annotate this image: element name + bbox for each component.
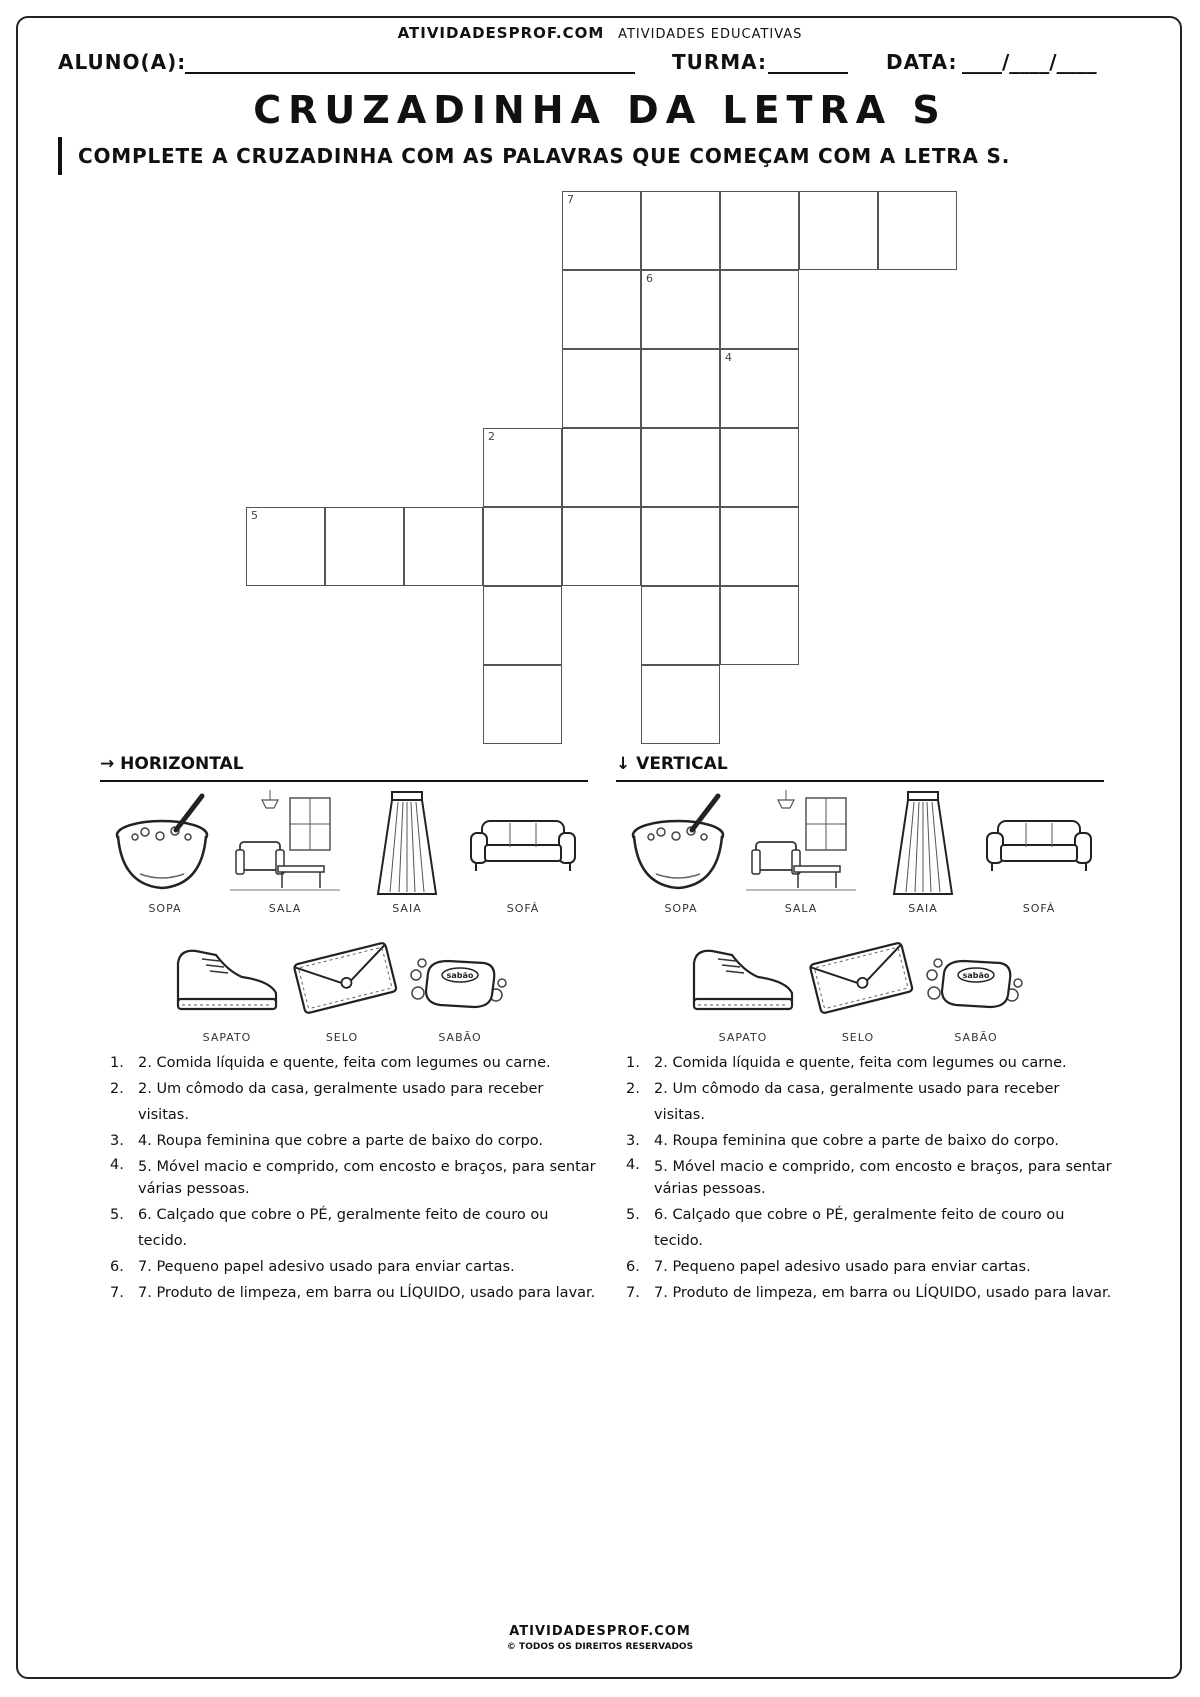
shoe-icon	[688, 945, 798, 1015]
clue-list-horizontal	[110, 1050, 596, 1306]
crossword-cell[interactable]	[641, 586, 720, 665]
soap-icon	[924, 945, 1024, 1015]
vertical-header: ↓ VERTICAL	[616, 754, 1104, 782]
clue-index: 6.	[626, 1259, 640, 1275]
crossword-cell[interactable]	[483, 586, 562, 665]
picture-label-sala: SALA	[268, 902, 302, 915]
crossword-cell[interactable]	[641, 349, 720, 428]
crossword-cell[interactable]	[720, 191, 799, 270]
crossword-cell[interactable]	[641, 507, 720, 586]
skirt-icon	[372, 790, 442, 900]
crossword-cell[interactable]	[641, 270, 720, 349]
clue-number: 7	[567, 193, 574, 206]
clue-text: 5. Móvel macio e comprido, com encosto e braços, para sentar várias pessoas.	[138, 1159, 596, 1197]
clue-text: 2. Um cômodo da casa, geralmente usado para receber visitas.	[138, 1081, 544, 1123]
site-header	[0, 24, 1200, 42]
clue-text: 7. Produto de limpeza, em barra ou LÍQUIDO, usado para lavar.	[654, 1285, 1112, 1301]
clue-item	[110, 1154, 596, 1202]
soup-bowl-icon	[626, 790, 736, 900]
envelope-icon	[806, 937, 916, 1017]
crossword-cell[interactable]	[325, 507, 404, 586]
date-blank[interactable]: ____/____/____	[962, 50, 1097, 74]
picture-label-sala: SALA	[784, 902, 818, 915]
sofa-icon	[984, 815, 1094, 875]
picture-label-sapato: SAPATO	[202, 1031, 252, 1044]
clue-text: 4. Roupa feminina que cobre a parte de baixo do corpo.	[138, 1133, 544, 1149]
clue-number: 5	[251, 509, 258, 522]
instruction: COMPLETE A CRUZADINHA COM AS PALAVRAS QUE COMEÇAM COM A LETRA S.	[58, 137, 1010, 175]
crossword-cell[interactable]	[562, 191, 641, 270]
clue-item	[626, 1050, 1112, 1076]
clue-text: 2. Comida líquida e quente, feita com legumes ou carne.	[654, 1055, 1067, 1071]
crossword-cell[interactable]	[641, 191, 720, 270]
living-room-icon	[746, 790, 856, 900]
clue-item	[110, 1050, 596, 1076]
clue-item	[110, 1254, 596, 1280]
clue-index: 5.	[110, 1207, 124, 1223]
crossword-cell[interactable]	[562, 507, 641, 586]
site-subtitle: ATIVIDADES EDUCATIVAS	[618, 27, 803, 42]
class-label: TURMA:	[672, 50, 768, 74]
clue-text: 7. Produto de limpeza, em barra ou LÍQUIDO, usado para lavar.	[138, 1285, 596, 1301]
crossword-cell[interactable]	[246, 507, 325, 586]
crossword-cell[interactable]	[562, 349, 641, 428]
clue-item	[110, 1202, 596, 1254]
clue-text: 6. Calçado que cobre o PÉ, geralmente feito de couro ou tecido.	[654, 1207, 1065, 1249]
crossword-cell[interactable]	[720, 507, 799, 586]
picture-label-sabao: SABÃO	[954, 1031, 998, 1044]
clue-text: 5. Móvel macio e comprido, com encosto e braços, para sentar várias pessoas.	[654, 1159, 1112, 1197]
sofa-icon	[468, 815, 578, 875]
class-line[interactable]	[768, 72, 848, 74]
living-room-icon	[230, 790, 340, 900]
student-name-line[interactable]	[185, 72, 635, 74]
crossword-cell[interactable]	[799, 191, 878, 270]
clue-index: 7.	[110, 1285, 124, 1301]
clue-index: 4.	[110, 1157, 124, 1173]
page-title: CRUZADINHA DA LETRA S	[253, 88, 947, 132]
clue-item	[626, 1202, 1112, 1254]
crossword-cell[interactable]	[562, 270, 641, 349]
crossword-cell[interactable]	[720, 428, 799, 507]
date-label: DATA:	[886, 50, 958, 74]
clue-text: 7. Pequeno papel adesivo usado para enviar cartas.	[138, 1259, 515, 1275]
picture-label-sofa: SOFÁ	[506, 902, 540, 915]
picture-label-sopa: SOPA	[664, 902, 698, 915]
soup-bowl-icon	[110, 790, 220, 900]
site-name: ATIVIDADESPROF.COM	[397, 24, 605, 42]
clue-index: 4.	[626, 1157, 640, 1173]
crossword-cell[interactable]	[641, 665, 720, 744]
soap-bar-text: sabão	[446, 971, 474, 980]
envelope-icon	[290, 937, 400, 1017]
picture-label-sabao: SABÃO	[438, 1031, 482, 1044]
clue-item	[110, 1076, 596, 1128]
clue-number: 6	[646, 272, 653, 285]
crossword-cell[interactable]	[483, 428, 562, 507]
clue-item	[626, 1254, 1112, 1280]
crossword-cell[interactable]	[878, 191, 957, 270]
student-label: ALUNO(A):	[58, 50, 187, 74]
clue-index: 2.	[110, 1081, 124, 1097]
clue-index: 1.	[626, 1055, 640, 1071]
clue-number: 2	[488, 430, 495, 443]
picture-label-saia: SAIA	[392, 902, 422, 915]
picture-label-sapato: SAPATO	[718, 1031, 768, 1044]
picture-label-saia: SAIA	[908, 902, 938, 915]
clue-number: 4	[725, 351, 732, 364]
soap-icon	[408, 945, 508, 1015]
horizontal-header: → HORIZONTAL	[100, 754, 588, 782]
clue-text: 4. Roupa feminina que cobre a parte de baixo do corpo.	[654, 1133, 1060, 1149]
clue-item	[110, 1280, 596, 1306]
footer-rights: © TODOS OS DIREITOS RESERVADOS	[506, 1642, 694, 1652]
crossword-cell[interactable]	[641, 428, 720, 507]
shoe-icon	[172, 945, 282, 1015]
crossword-cell[interactable]	[720, 270, 799, 349]
clue-index: 6.	[110, 1259, 124, 1275]
picture-label-selo: SELO	[841, 1031, 875, 1044]
clue-item	[110, 1128, 596, 1154]
clue-text: 2. Comida líquida e quente, feita com legumes ou carne.	[138, 1055, 551, 1071]
clue-list-vertical	[626, 1050, 1112, 1306]
clue-text: 7. Pequeno papel adesivo usado para enviar cartas.	[654, 1259, 1031, 1275]
crossword-cell[interactable]	[720, 586, 799, 665]
crossword-cell[interactable]	[483, 665, 562, 744]
clue-item	[626, 1128, 1112, 1154]
clue-item	[626, 1076, 1112, 1128]
clue-index: 3.	[626, 1133, 640, 1149]
clue-text: 6. Calçado que cobre o PÉ, geralmente feito de couro ou tecido.	[138, 1207, 549, 1249]
clue-index: 2.	[626, 1081, 640, 1097]
clue-index: 1.	[110, 1055, 124, 1071]
clue-index: 5.	[626, 1207, 640, 1223]
footer-site: ATIVIDADESPROF.COM	[509, 1624, 691, 1639]
skirt-icon	[888, 790, 958, 900]
clue-item	[626, 1154, 1112, 1202]
picture-label-sofa: SOFÁ	[1022, 902, 1056, 915]
clue-index: 3.	[110, 1133, 124, 1149]
clue-text: 2. Um cômodo da casa, geralmente usado para receber visitas.	[654, 1081, 1060, 1123]
picture-label-sopa: SOPA	[148, 902, 182, 915]
crossword-cell[interactable]	[562, 428, 641, 507]
crossword-cell[interactable]	[720, 349, 799, 428]
clue-index: 7.	[626, 1285, 640, 1301]
picture-label-selo: SELO	[325, 1031, 359, 1044]
clue-item	[626, 1280, 1112, 1306]
crossword-cell[interactable]	[404, 507, 483, 586]
soap-bar-text: sabão	[962, 971, 990, 980]
crossword-cell[interactable]	[483, 507, 562, 586]
